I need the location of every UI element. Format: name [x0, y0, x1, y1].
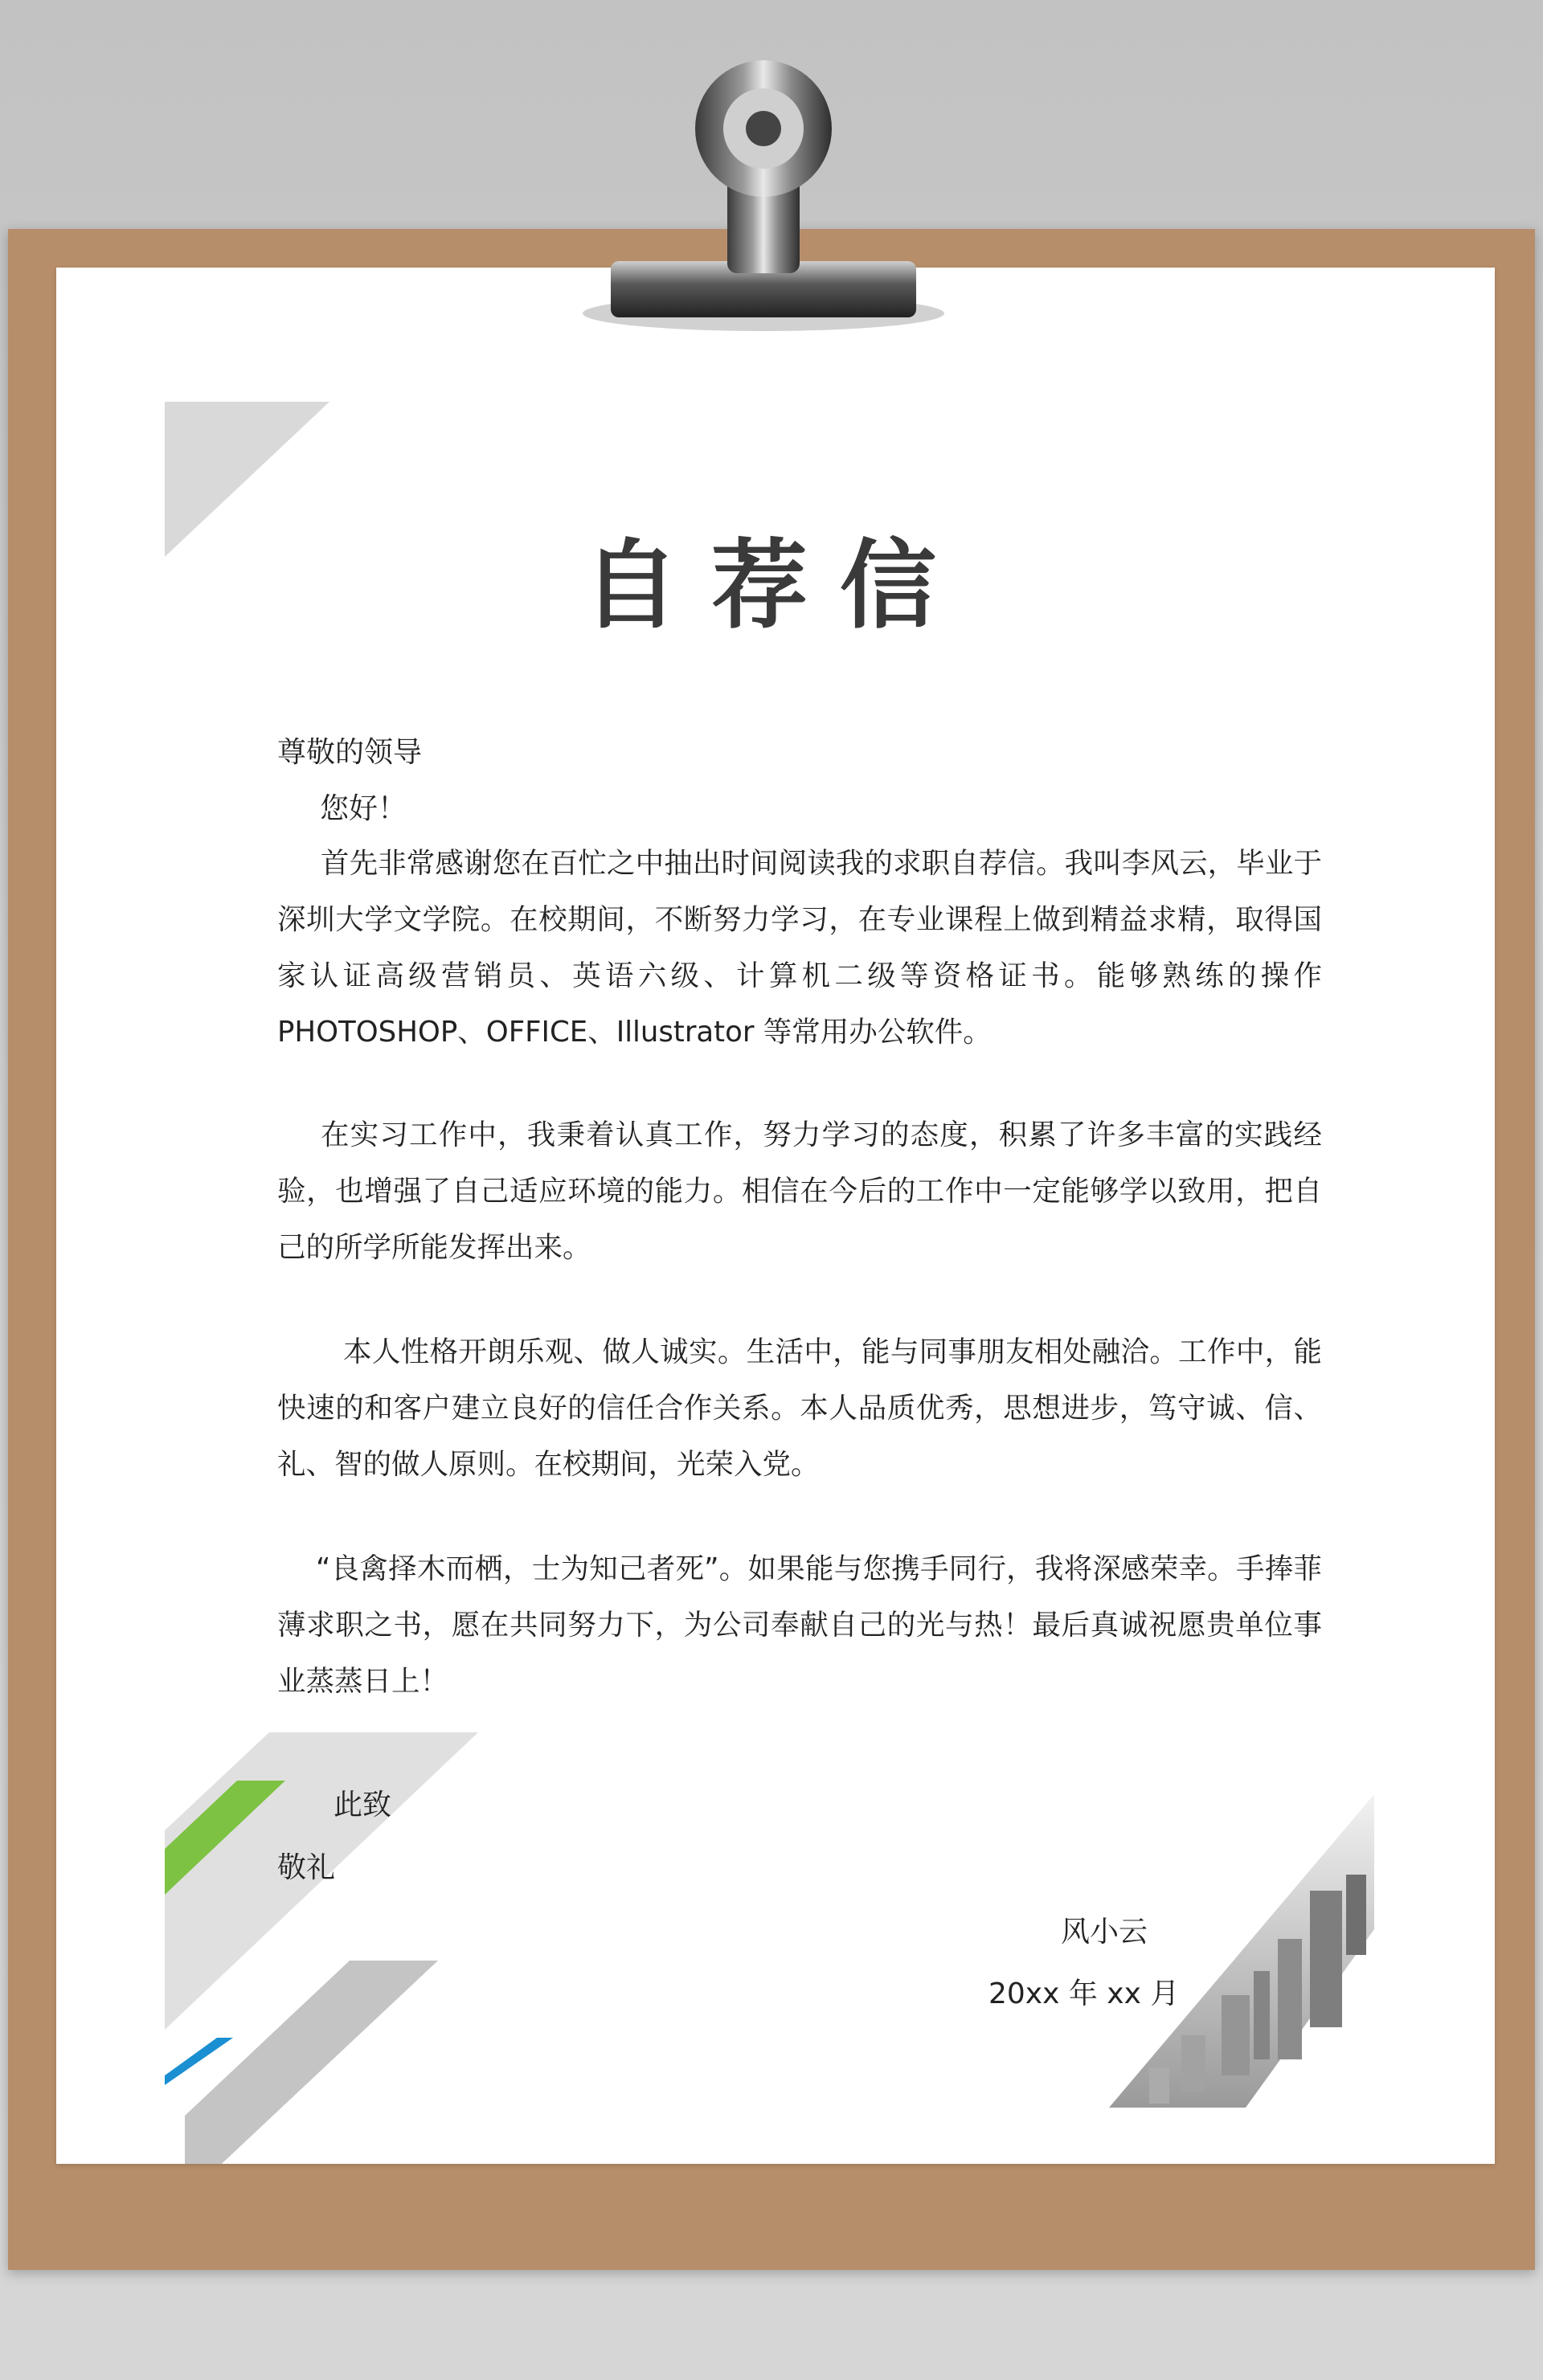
city-skyline-image — [1109, 1794, 1374, 2108]
closing-regards: 此致 — [334, 1789, 392, 1822]
greeting: 您好！ — [320, 792, 407, 825]
binder-clip-icon — [579, 48, 948, 354]
signature-name: 风小云 — [1061, 1916, 1148, 1949]
paragraph-1: 首先非常感谢您在百忙之中抽出时间阅读我的求职自荐信。我叫李风云，毕业于深圳大学文学院。在校期间，不断努力学习，在专业课程上做到精益求精，取得国家认证高级营销员、英语六级、计算机二级等资格证书。能够熟练的操作PHOTOSHOP、OFFICE、Illustrator 等常用办公软件。 — [277, 847, 1322, 1049]
letter-paper — [56, 268, 1495, 2164]
bottom-left-stripe-blue — [165, 2038, 233, 2085]
paragraph-3: 本人性格开朗乐观、做人诚实。生活中，能与同事朋友相处融洽。工作中，能快速的和客户建立良好的信任合作关系。本人品质优秀，思想进步，笃守诚、信、礼、智的做人原则。在校期间，光荣入党。 — [277, 1335, 1322, 1481]
paragraph-4: “良禽择木而栖，士为知己者死”。如果能与您携手同行，我将深感荣幸。手捧菲薄求职之书，愿在共同努力下，为公司奉献自己的光与热！最后真诚祝愿贵单位事业蒸蒸日上！ — [277, 1552, 1322, 1698]
bottom-left-stripe-grey — [185, 1961, 438, 2164]
closing-respect: 敬礼 — [277, 1851, 336, 1884]
letter-title: 自荐信 — [583, 529, 968, 642]
paragraph-2: 在实习工作中，我秉着认真工作，努力学习的态度，积累了许多丰富的实践经验，也增强了自己适应环境的能力。相信在今后的工作中一定能够学以致用，把自己的所学所能发挥出来。 — [277, 1118, 1322, 1264]
salutation: 尊敬的领导 — [277, 736, 423, 769]
signature-date: 20xx 年 xx 月 — [988, 1977, 1180, 2010]
